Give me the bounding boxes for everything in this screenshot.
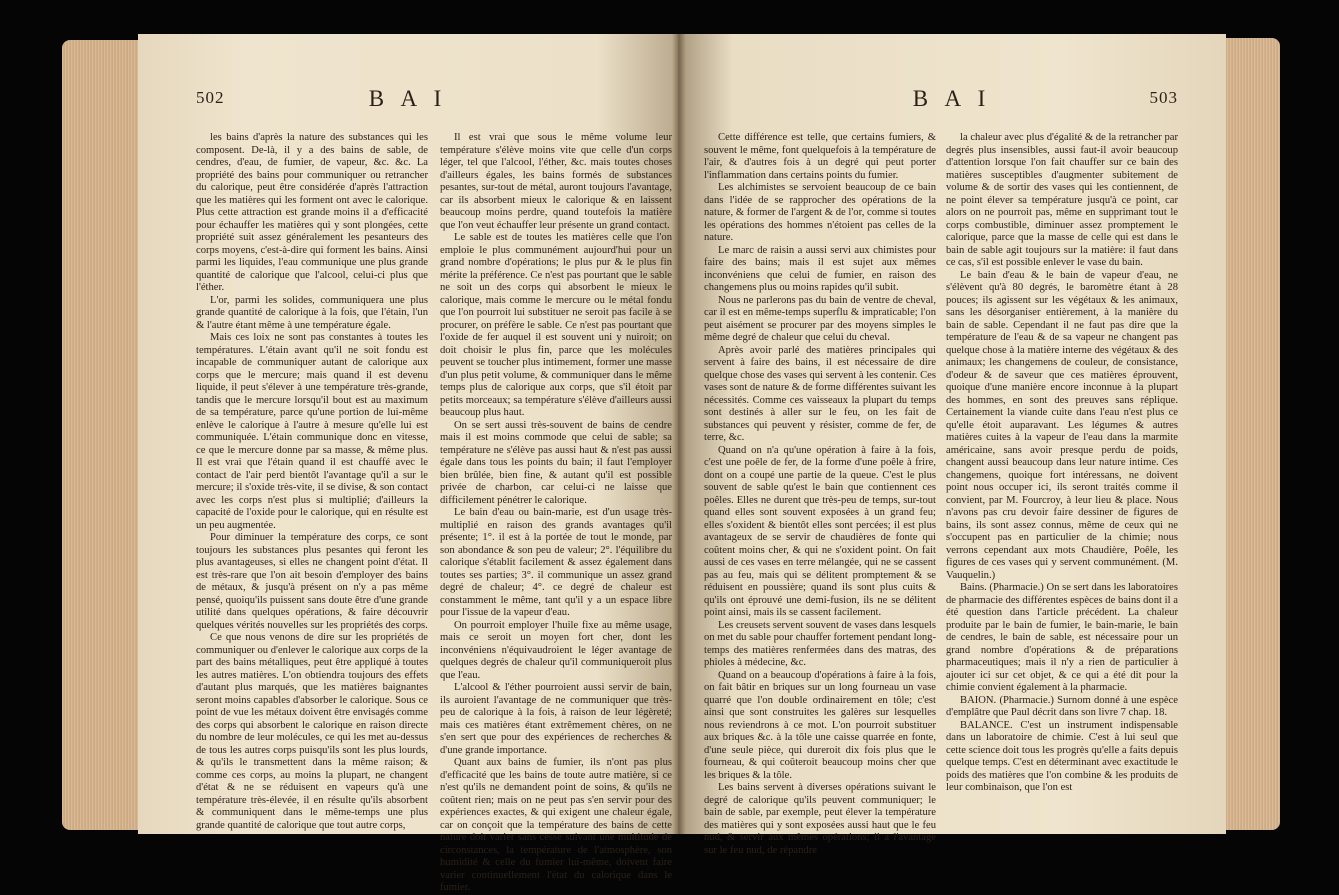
paragraph: Quant aux bains de fumier, ils n'ont pas plus d'efficacité que les bains de toute autre matière, si ce n'est qu'ils ne demandent point de soins, & qu'ils ne coûtent rien; mais on ne peut pas s'en servir pour des expériences exactes, & qui exigent une chaleur égale, car on conçoit que la température des bains de cette nature doit varier sans cesse suivant une multitude de circonstances, la température de l'atmosphère, son humidité & celle du fumier lui-même, doivent faire varier continuellement l'état du calorique dans le fumier.	[440, 757, 672, 893]
left-page	[138, 34, 678, 893]
paragraph: Le bain d'eau & le bain de vapeur d'eau, ne s'élèvent qu'à 80 degrés, le baromètre étant à 28 pouces; ils agissent sur les végétaux & les animaux, sans les désorganiser entièrement, à la manière du bain de sable. Cependant il ne faut pas dire que la température de l'eau & de sa vapeur ne changent pas quelque chose à la matière interne des végétaux & des animaux; les changemens de couleur, de consistance, d'odeur & de saveur que ces matières éprouvent, quoique d'une manière encore inconnue à la plupart des hommes, en sont des preuves sans réplique. Certainement la viande cuite dans l'eau n'est plus ce qu'elle étoit auparavant. Les légumes & autres matières cuites à la vapeur de l'eau dans la marmite américaine, sans avoir presque perdu de poids, changent aussi beaucoup dans leur nature intime. Ces changemens, quoique fort intéressans, ne doivent point nous occuper ici, ils seront traités comme il convient, par M. Fourcroy, à leur lieu & place. Nous n'avons pas cru devoir faire dessiner de figures de bains, ils sont assez connus, même de ceux qui ne s'occupent pas en particulier de la chimie; nous verrons cependant aux mots Chaudière, Poêle, les figures de ces vases qui y servent communément. (M. Vauquelin.)	[946, 269, 1178, 581]
paragraph: Nous ne parlerons pas du bain de ventre de cheval, car il est en même-temps superflu & impraticable; l'on peut aisément se procurer par des moyens simples le même degré de chaleur que celui du cheval.	[704, 294, 936, 343]
book-gutter	[672, 34, 686, 834]
paragraph: Ce que nous venons de dire sur les propriétés de communiquer ou d'enlever le calorique aux corps de la part des bains métalliques, peut être appliqué à toutes les autres matières. L'on obtiendra toujours des effets d'autant plus marqués, que les matières baignantes seront moins capables d'absorber le calorique. Sous ce point de vue les métaux doivent être envisagés comme des corps qui absorbent le calorique en raison directe du nombre de leur molécules, ce qui les met au-dessus de tous les autres corps puisqu'ils sont les plus lourds, & qu'ils le transmettent dans la même raison; & comme ces corps, au moins la plupart, ne changent d'état & ne se réduisent en vapeurs qu'à une température très-élevée, il en résulte qu'ils absorbent & communiquent dans le même-temps une plus grande quantité de calorique que tout autre corps,	[196, 632, 428, 831]
paragraph: Le marc de raisin a aussi servi aux chimistes pour faire des bains; mais il est sujet aux mêmes inconvéniens que celui de fumier, en raison des changemens plus ou moins rapides qu'il subit.	[704, 244, 936, 293]
header-text: B A I	[912, 86, 992, 111]
paragraph: Les alchimistes se servoient beaucoup de ce bain dans l'idée de se rapprocher des opérations de la nature, & former de l'argent & de l'or, comme si toutes les opérations des hommes n'étoient pas celles de la nature.	[704, 182, 936, 243]
page-number: 502	[196, 88, 225, 107]
running-header	[678, 86, 1226, 116]
right-page	[678, 34, 1226, 856]
paragraph: Cette différence est telle, que certains fumiers, & souvent le même, font quelquefois à la température de l'air, & d'autres fois à un degré qui peut porter l'inflammation dans certains points du fumier.	[704, 132, 936, 181]
text-column-1	[196, 132, 428, 831]
paragraph: les bains d'après la nature des substances qui les composent. De-là, il y a des bains de sable, de cendres, d'eau, de fumier, de vapeur, &c. &c. La propriété des bains pour communiquer ou retrancher du calorique, peut être considérée d'après l'attraction que les matières qui les forment ont avec le calorique. Plus cette attraction est grande moins il a d'efficacité pour échauffer les matières qui y sont plongées, cette propriété suit assez généralement les pesanteurs des corps moyens, c'est-à-dire qui forment les bains. Ainsi parmi les liquides, l'eau communique une plus grande quantité de calorique que l'alcool, celui-ci plus que l'éther.	[196, 132, 428, 293]
page-edges-left	[62, 40, 142, 830]
page-number: 503	[1149, 88, 1178, 107]
paragraph: On pourroit employer l'huile fixe au même usage, mais ce seroit un moyen fort cher, dont les inconvéniens n'équivaudroient le léger avantage de quelques degrés de chaleur qu'il communiqueroit plus que l'eau.	[440, 619, 672, 681]
paragraph: L'alcool & l'éther pourroient aussi servir de bain, ils auroient l'avantage de ne communiquer que très-peu de calorique à la fois, à raison de leur légèreté; mais ces matières étant extrêmement chères, on ne s'en sert que pour des expériences de recherches & d'une grande importance.	[440, 682, 672, 756]
paragraph: Le sable est de toutes les matières celle que l'on emploie le plus communément aujourd'hui pour un grand nombre d'opérations; le plus pur & le plus fin mérite la préférence. Ce n'est pas pourtant que le sable ne soit un des corps qui absorbent le mieux le calorique, mais comme le mercure ou le métal fondu que l'on pourroit lui substituer ne seroit pas facile à se procurer, on préfère le sable. Ce n'est pas pourtant que l'oxide de fer auquel il est souvent uni y nuiroit; on doit choisir le plus fin, parce que les molécules peuvent se toucher plus intimement, former une masse d'un plus petit volume, & communiquer dans le même temps plus de calorique aux corps, que s'il étoit par petits morceaux; sa température s'élève d'ailleurs aussi beaucoup plus haut.	[440, 232, 672, 418]
paragraph: L'or, parmi les solides, communiquera une plus grande quantité de calorique à la fois, que l'étain, l'un & l'autre étant même à une température égale.	[196, 294, 428, 331]
paragraph: BAION. (Pharmacie.) Surnom donné à une espèce d'emplâtre que Paul décrit dans son livre 7 chap. 18.	[946, 694, 1178, 718]
running-header	[138, 86, 678, 116]
paragraph: Quand on a beaucoup d'opérations à faire à la fois, on fait bâtir en briques sur un long fourneau un vase quarré que l'on double ordinairement en tôle; c'est ainsi que sont construites les galères sur lesquelles nous reviendrons à ce mot. L'on pourroit substituer aux briques &c. à la tôle une caisse quarrée en fonte, d'une seule pièce, qui dureroit dix fois plus que le fourneau, & qui coûteroit beaucoup moins cher que les briques & la tôle.	[704, 669, 936, 781]
header-text: B A I	[368, 86, 448, 111]
paragraph: la chaleur avec plus d'égalité & de la retrancher par degrés plus insensibles, aussi faut-il avoir beaucoup d'attention lorsque l'on fait chauffer sur ce bain des matières susceptibles d'augmenter subitement de volume & de sortir des vases qui les contiennent, de ne point élever sa température jusqu'à ce point, car alors on ne pourroit pas, même en supprimant tout le corps combustible, diminuer assez promptement le calorique, parce que la masse de celle qui est dans le bain de sable agit toujours sur la matière: il faut dans ce cas, s'il est possible enlever le vase du bain.	[946, 132, 1178, 268]
paragraph: Les creusets servent souvent de vases dans lesquels on met du sable pour chauffer fortement pendant long-temps des matières renfermées dans des matras, des phioles à médecine, &c.	[704, 619, 936, 668]
paragraph: Le bain d'eau ou bain-marie, est d'un usage très-multiplié en raison des grands avantages qu'il présente; 1°. il est à la portée de tout le monde, par son abondance & son peu de valeur; 2°. l'équilibre du calorique s'établit facilement & assez également dans toutes ses parties; 3°. il communique un assez grand degré de chaleur; 4°. ce degré de chaleur est constamment le même, tant qu'il y a un espace libre pour l'issue de la vapeur d'eau.	[440, 507, 672, 618]
paragraph: Après avoir parlé des matières principales qui servent à faire des bains, il est nécessaire de dire quelque chose des vases qui servent à les contenir. Ces vases sont de nature & de forme différentes suivant les nécessités. Comme ces vaisseaux la plupart du temps sont destinés à aller sur le feu, on les fait de substances qui peuvent y résister, comme de fer, de terre, &c.	[704, 344, 936, 443]
paragraph: Il est vrai que sous le même volume leur température s'élève moins vite que celle d'un corps léger, tel que l'alcool, l'éther, &c. mais toutes choses d'ailleurs égales, les bains formés de substances pesantes, sur-tout de métal, auront toujours l'avantage, car ils absorbent mieux le calorique & en laissent beaucoup moins perdre, quand toutefois la matière que l'on veut échauffer leur présente un grand contact.	[440, 132, 672, 231]
paragraph: Les bains servent à diverses opérations suivant le degré de calorique qu'ils peuvent communiquer; le bain de sable, par exemple, peut élever la température des matières qui y sont exposées aussi haut que le feu nud, & servir aux mêmes opérations; il a l'avantage sur le feu nud, de répandre	[704, 782, 936, 856]
paragraph: Pour diminuer la température des corps, ce sont toujours les substances plus pesantes qui feront les plus avantageuses, si elles ne changent point d'état. Il est très-rare que l'on ait besoin d'employer des bains de métaux, & jusqu'à présent on n'y a pas même pensé, quoiqu'ils puissent sans doute être d'une grande utilité dans quelques opérations, & faire découvrir quelques vérités nouvelles sur les propriétés des corps.	[196, 532, 428, 631]
paragraph: Bains. (Pharmacie.) On se sert dans les laboratoires de pharmacie des différentes espèces de bains dont il a été question dans l'article précédent. La chaleur produite par le bain de fumier, le bain-marie, le bain de cendres, le bain de sable, est nécessaire pour un grand nombre d'opérations & de préparations pharmaceutiques; mais il n'y a rien de particulier à ajouter ici sur cet objet, & ce qui a été dit pour la chimie convient également à la pharmacie.	[946, 582, 1178, 693]
paragraph: BALANCE. C'est un instrument indispensable dans un laboratoire de chimie. C'est à lui seul que cette science doit tous les progrès qu'elle a faits depuis quelque temps. C'est en déterminant avec exactitude le poids des matières que l'on combine & les produits de leur combinaison, que l'on est	[946, 719, 1178, 793]
paragraph: Quand on n'a qu'une opération à faire à la fois, c'est une poêle de fer, de la forme d'une poêle à frire, dont on a coupé une partie de la queue. C'est le plus souvent de sable qu'est le bain que contiennent ces poêles. Elles ne durent que très-peu de temps, sur-tout quand elles sont souvent exposées à un grand feu; elles s'oxident & bientôt elles sont percées; il est plus avantageux de se servir de chaudières de fonte qui coûtent moins cher, & qui ne s'oxident point. On fait aussi de ces vases en terre mélangée, qui ne se cassent pas au feu, mais qui se délitent promptement & se réduisent en poussière; quand ils sont plus cuits & qu'ils ont éprouvé une demi-fusion, ils ne se délitent point ainsi, mais ils se cassent facilement.	[704, 444, 936, 618]
text-column-1	[704, 132, 936, 856]
paragraph: On se sert aussi très-souvent de bains de cendre mais il est moins commode que celui de sable; sa température ne s'élève pas aussi haut & n'est pas aussi égale dans tous les points du bain; il faut l'employer bien brûlée, bien fine, & autant qu'il est possible privée de charbon, car celui-ci ne laisse que difficilement pénétrer le calorique.	[440, 419, 672, 506]
paragraph: Mais ces loix ne sont pas constantes à toutes les températures. L'étain avant qu'il ne soit fondu est incapable de communiquer autant de calorique aux corps que le mercure; mais quand il est devenu liquide, il peut s'élever à une température très-grande, tandis que le mercure lorsqu'il bout est au maximum de sa température, parce qu'une portion de lui-même enlève le calorique à l'autre à mesure qu'elle lui est communiquée. L'étain communique donc en vitesse, ce que le mercure donne par sa masse, & même plus. Il est vrai que l'étain quand il est chauffé avec le contact de l'air perd bientôt l'avantage qu'il a sur le mercure; il s'oxide très-vite, il se divise, & son contact avec les corps n'est plus si multiplié; d'ailleurs la capacité de l'oxide pour le calorique, qui en résulte est un peu augmentée.	[196, 332, 428, 531]
text-column-2	[946, 132, 1178, 822]
text-column-2	[440, 132, 672, 893]
